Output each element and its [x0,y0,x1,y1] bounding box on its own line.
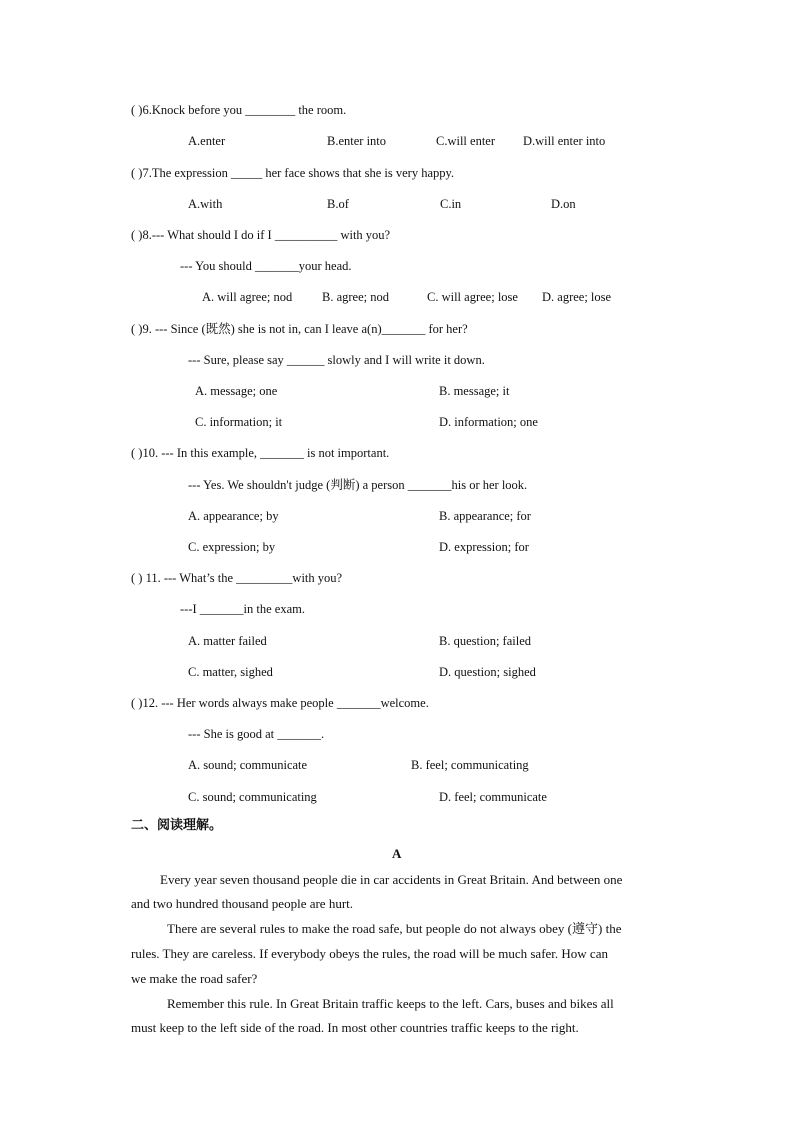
passage-title: A [392,846,402,861]
question-10-option-b: B. appearance; for [439,509,531,523]
question-7-stem: ( )7.The expression _____ her face shows that she is very happy. [131,166,455,180]
passage-line-7: must keep to the left side of the road. In most other countries traffic keeps to the right. [131,1020,579,1035]
question-7-option-d: D.on [551,197,576,211]
question-8-option-d: D. agree; lose [542,290,612,304]
question-6-stem: ( )6.Knock before you ________ the room. [131,103,347,117]
question-10-option-d: D. expression; for [439,540,529,554]
question-9-option-c: C. information; it [195,415,283,429]
question-12-option-c: C. sound; communicating [188,790,317,804]
question-7-option-c: C.in [440,197,462,211]
question-8-option-c: C. will agree; lose [427,290,518,304]
passage-line-2: and two hundred thousand people are hurt. [131,896,354,911]
question-10-option-c: C. expression; by [188,540,276,554]
question-12-line-2: --- She is good at _______. [188,727,325,741]
question-9-line-2: --- Sure, please say ______ slowly and I will write it down. [188,353,485,367]
question-12-option-d: D. feel; communicate [439,790,547,804]
question-9-option-a: A. message; one [195,384,278,398]
passage-line-4: rules. They are careless. If everybody obeys the rules, the road will be much safer. How can [131,946,608,961]
section-heading: 二、阅读理解。 [131,818,223,833]
question-8-option-a: A. will agree; nod [202,290,293,304]
question-7-option-a: A.with [188,197,223,211]
question-6-option-d: D.will enter into [523,134,606,148]
question-11-option-c: C. matter, sighed [188,665,273,679]
question-9-option-d: D. information; one [439,415,538,429]
question-9-stem: ( )9. --- Since (既然) she is not in, can I leave a(n)_______ for her? [131,322,468,336]
question-8-stem: ( )8.--- What should I do if I __________ with you? [131,228,391,242]
passage-line-3: There are several rules to make the road safe, but people do not always obey (遵守) the [167,921,622,936]
question-11-option-b: B. question; failed [439,634,531,648]
question-10-option-a: A. appearance; by [188,509,279,523]
question-6-option-c: C.will enter [436,134,496,148]
passage-line-5: we make the road safer? [131,971,258,986]
question-11-option-a: A. matter failed [188,634,267,648]
question-8-line-2: --- You should _______your head. [180,259,352,273]
question-12-option-a: A. sound; communicate [188,758,308,772]
passage-line-1: Every year seven thousand people die in car accidents in Great Britain. And between one [160,872,623,887]
question-11-line-2: ---I _______in the exam. [180,602,305,616]
question-11-option-d: D. question; sighed [439,665,536,679]
question-6-option-a: A.enter [188,134,226,148]
passage-line-6: Remember this rule. In Great Britain traffic keeps to the left. Cars, buses and bikes all [167,996,614,1011]
question-6-option-b: B.enter into [327,134,387,148]
question-8-option-b: B. agree; nod [322,290,389,304]
question-10-line-2: --- Yes. We shouldn't judge (判断) a person _______his or her look. [188,478,528,492]
question-12-option-b: B. feel; communicating [411,758,529,772]
question-7-option-b: B.of [327,197,349,211]
question-11-stem: ( ) 11. --- What’s the _________with you? [131,571,343,585]
question-10-stem: ( )10. --- In this example, _______ is not important. [131,446,390,460]
question-9-option-b: B. message; it [439,384,510,398]
question-12-stem: ( )12. --- Her words always make people _______welcome. [131,696,429,710]
